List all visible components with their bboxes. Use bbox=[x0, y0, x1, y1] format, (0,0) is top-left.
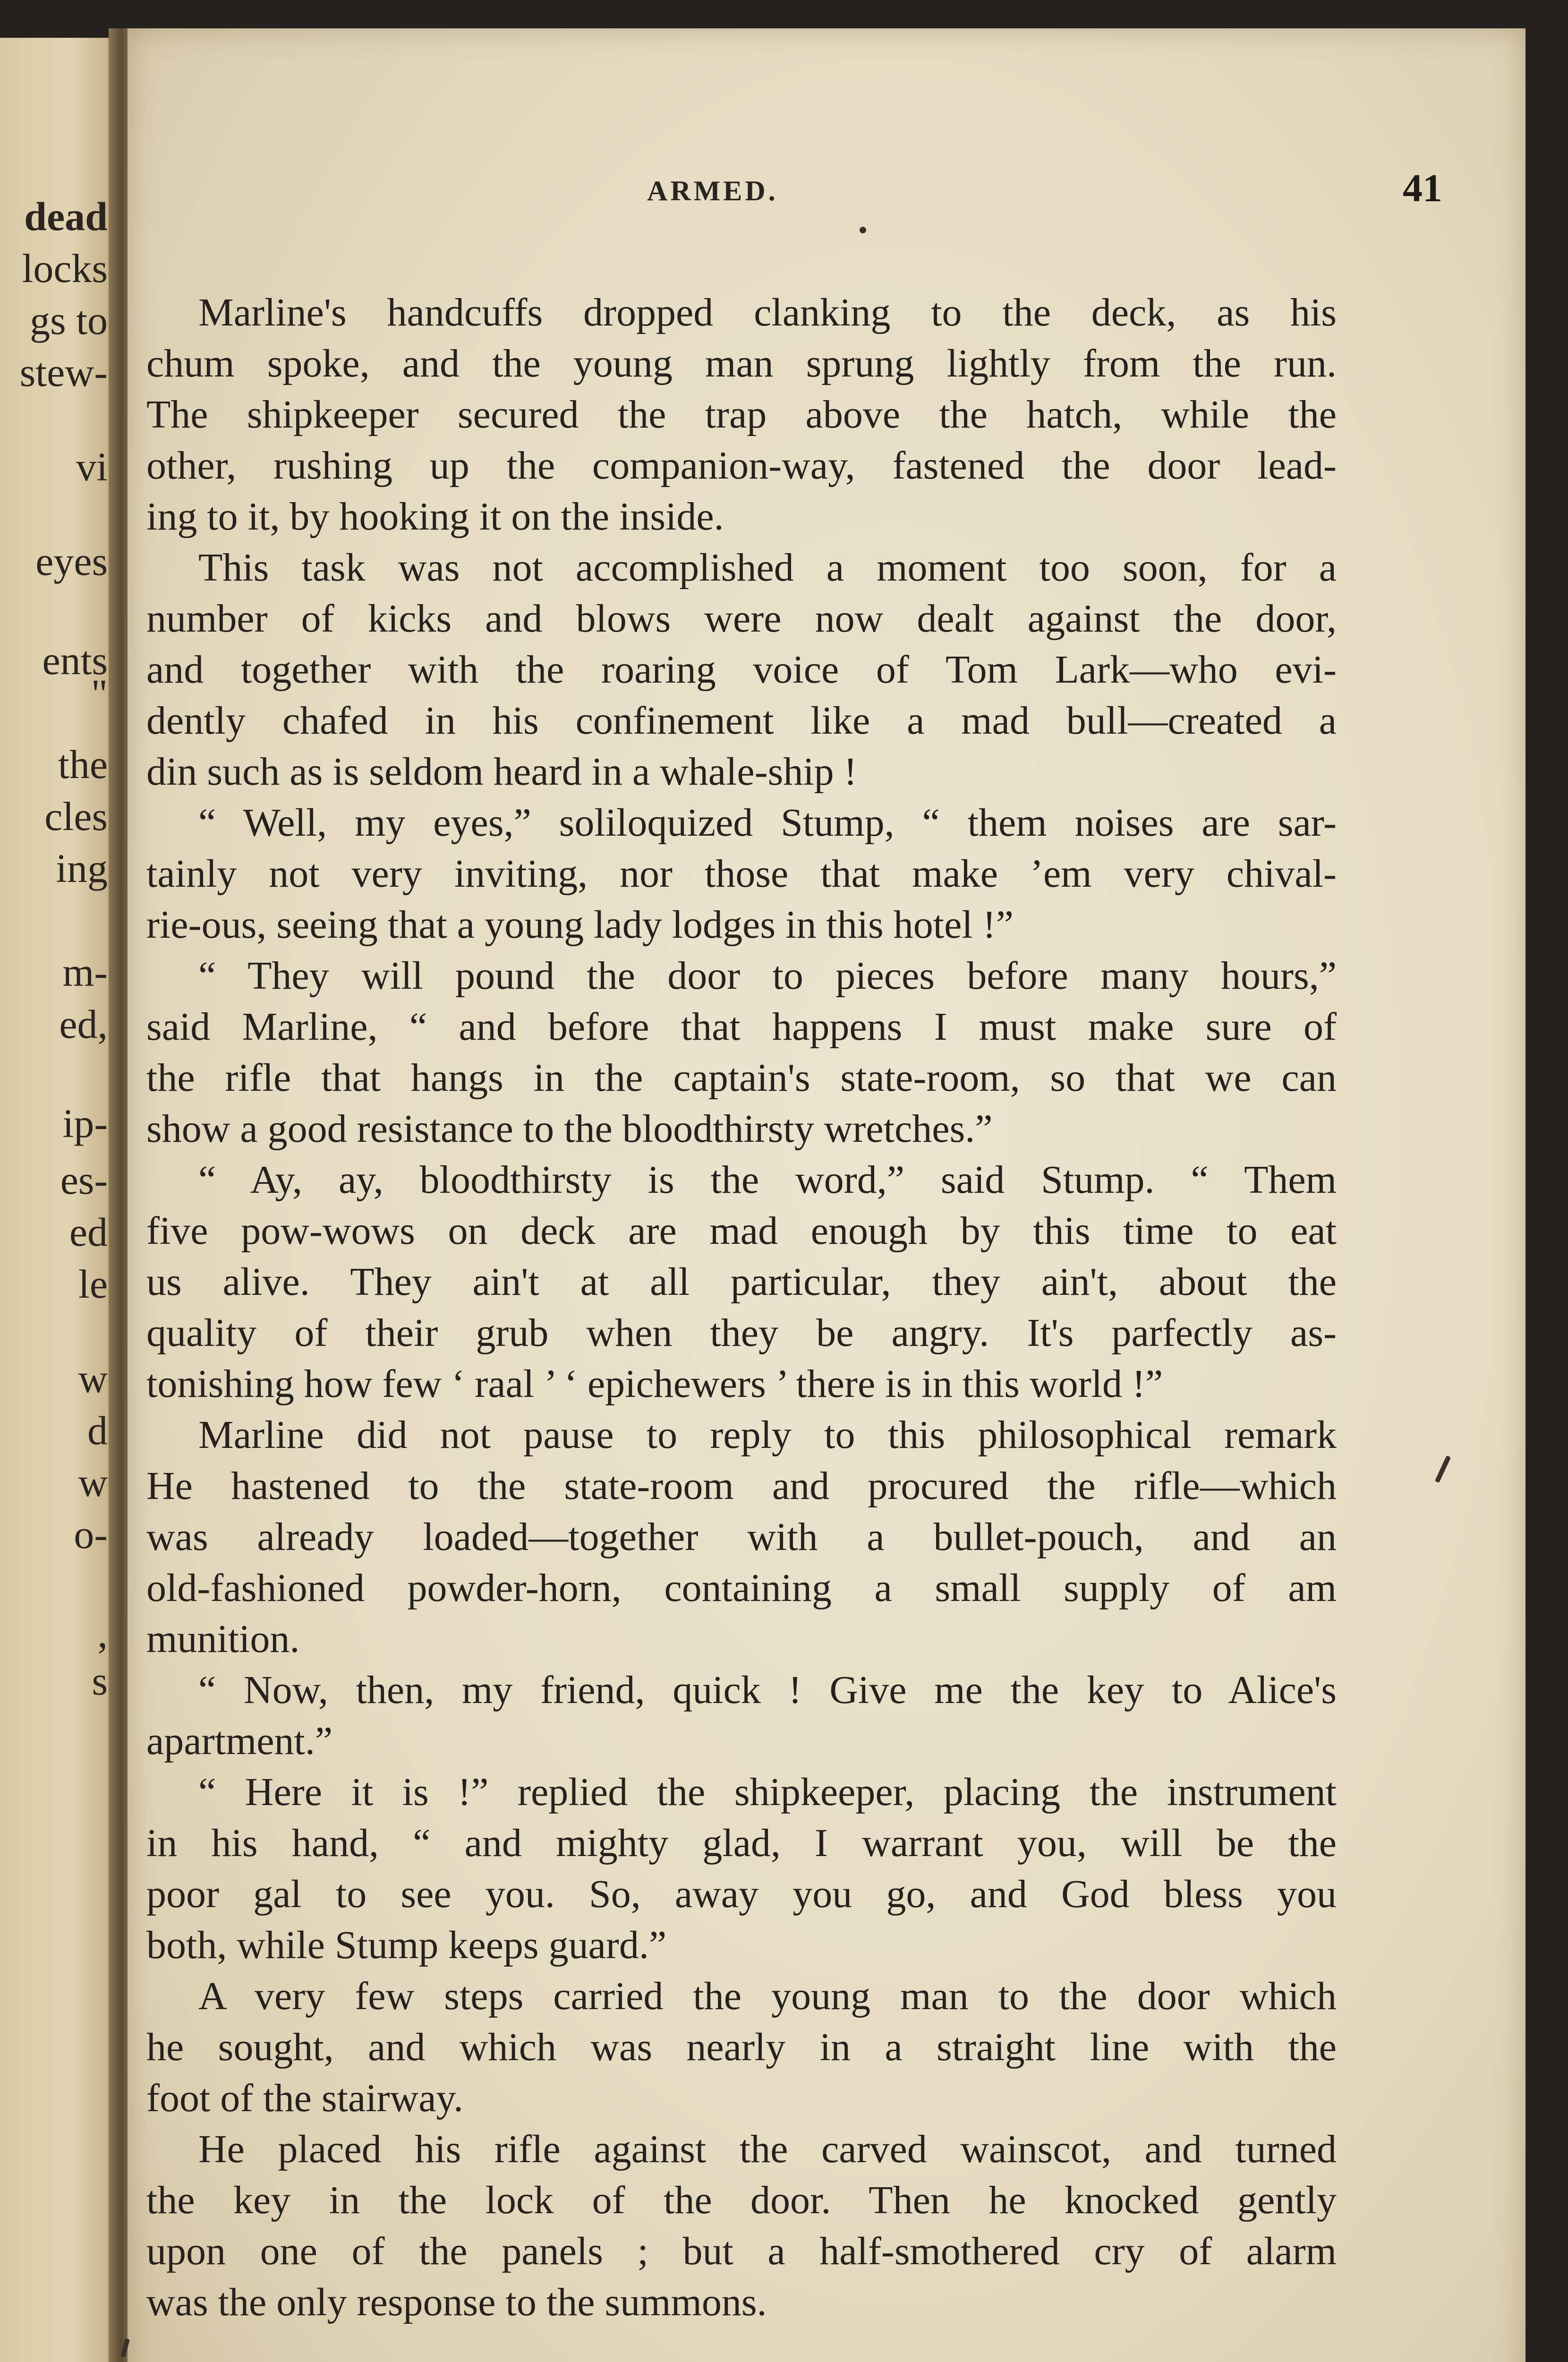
text-line: He placed his rifle against the carved wainscot, and turned bbox=[198, 2127, 1337, 2171]
text-line: tainly not very inviting, nor those that make ’em very chival- bbox=[146, 852, 1337, 896]
left-page-fragment: ents bbox=[42, 638, 108, 683]
left-page-fragment: locks bbox=[22, 246, 108, 291]
text-line: was already loaded—together with a bullet-pouch, and an bbox=[146, 1515, 1337, 1559]
text-line: tonishing how few ‘ raal ’ ‘ epichewers ’ there is in this world !” bbox=[146, 1362, 1163, 1406]
left-page-fragment: eyes bbox=[35, 539, 108, 584]
text-line: apartment.” bbox=[146, 1719, 333, 1763]
text-line: show a good resistance to the bloodthirsty wretches.” bbox=[146, 1107, 993, 1151]
text-line: in his hand, “ and mighty glad, I warrant you, will be the bbox=[146, 1821, 1337, 1865]
ink-speck bbox=[860, 227, 866, 233]
text-line: This task was not accomplished a moment too soon, for a bbox=[198, 546, 1337, 590]
text-line: he sought, and which was nearly in a straight line with the bbox=[146, 2025, 1337, 2069]
text-line: “ Ay, ay, bloodthirsty is the word,” said Stump. “ Them bbox=[198, 1158, 1337, 1202]
text-line: old-fashioned powder-horn, containing a small supply of am bbox=[146, 1566, 1337, 1610]
left-page-fragment: ip- bbox=[62, 1101, 108, 1146]
text-line: the rifle that hangs in the captain's state-room, so that we can bbox=[146, 1056, 1337, 1100]
text-line: both, while Stump keeps guard.” bbox=[146, 1923, 667, 1967]
text-line: Marline's handcuffs dropped clanking to the deck, as his bbox=[198, 291, 1337, 334]
text-line: dently chafed in his confinement like a mad bull—created a bbox=[146, 699, 1337, 743]
text-line: five pow-wows on deck are mad enough by this time to eat bbox=[146, 1209, 1337, 1253]
text-line: the key in the lock of the door. Then he knocked gently bbox=[146, 2178, 1337, 2222]
left-page-fragment: es- bbox=[60, 1157, 108, 1203]
text-line: munition. bbox=[146, 1617, 300, 1661]
text-line: “ They will pound the door to pieces before many hours,” bbox=[198, 954, 1337, 998]
text-line: He hastened to the state-room and procured the rifle—which bbox=[146, 1464, 1337, 1508]
text-line: said Marline, “ and before that happens I must make sure of bbox=[146, 1005, 1337, 1049]
left-page-fragment: s bbox=[92, 1658, 108, 1703]
text-line: chum spoke, and the young man sprung lightly from the run. bbox=[146, 342, 1337, 385]
left-page-fragment: ed bbox=[69, 1209, 108, 1255]
text-line: A very few steps carried the young man to the door which bbox=[198, 1974, 1337, 2018]
left-page-fragment: , bbox=[97, 1611, 108, 1656]
text-line: rie-ous, seeing that a young lady lodges in this hotel !” bbox=[146, 903, 1014, 947]
left-page-fragment: stew- bbox=[19, 350, 108, 395]
left-facing-page bbox=[0, 38, 118, 2362]
text-line: din such as is seldom heard in a whale-ship ! bbox=[146, 750, 857, 794]
text-line: foot of the stairway. bbox=[146, 2076, 464, 2120]
left-page-fragment: ed, bbox=[59, 1001, 108, 1047]
left-page-fragment: w bbox=[78, 1356, 108, 1401]
text-line: other, rushing up the companion-way, fastened the door lead- bbox=[146, 444, 1337, 488]
left-page-fragment: gs to bbox=[30, 298, 108, 343]
left-page-fragment: ing bbox=[56, 846, 108, 891]
text-line: quality of their grub when they be angry. It's parfectly as- bbox=[146, 1311, 1337, 1355]
text-line: “ Well, my eyes,” soliloquized Stump, “ them noises are sar- bbox=[198, 801, 1337, 845]
text-line: poor gal to see you. So, away you go, and God bless you bbox=[146, 1872, 1337, 1916]
body-text bbox=[146, 287, 1337, 2328]
text-line: Marline did not pause to reply to this philosophical remark bbox=[198, 1413, 1337, 1457]
left-page-fragment: cles bbox=[44, 794, 108, 839]
text-line: The shipkeeper secured the trap above the hatch, while the bbox=[146, 393, 1337, 436]
left-page-fragment: w bbox=[78, 1460, 108, 1505]
left-page-fragment: vi bbox=[76, 444, 108, 489]
text-line: number of kicks and blows were now dealt against the door, bbox=[146, 597, 1337, 641]
left-page-fragment: " bbox=[91, 671, 108, 716]
text-line: “ Here it is !” replied the shipkeeper, placing the instrument bbox=[198, 1770, 1337, 1814]
left-page-fragment: o- bbox=[74, 1512, 108, 1557]
text-line: us alive. They ain't at all particular, they ain't, about the bbox=[146, 1260, 1337, 1304]
book-page bbox=[128, 28, 1525, 2362]
text-line: “ Now, then, my friend, quick ! Give me the key to Alice's bbox=[198, 1668, 1337, 1712]
left-page-fragment: the bbox=[58, 742, 108, 787]
page-number: 41 bbox=[1403, 166, 1442, 210]
left-page-fragment: d bbox=[87, 1408, 108, 1453]
left-page-fragment: le bbox=[78, 1261, 108, 1307]
text-line: was the only response to the summons. bbox=[146, 2280, 767, 2324]
running-title: ARMED. bbox=[647, 175, 778, 206]
left-page-fragment: dead bbox=[24, 194, 108, 239]
text-line: upon one of the panels ; but a half-smothered cry of alarm bbox=[146, 2229, 1337, 2273]
text-line: ing to it, by hooking it on the inside. bbox=[146, 495, 724, 539]
left-page-fragment: m- bbox=[62, 950, 108, 995]
ink-speck bbox=[1435, 1455, 1451, 1483]
text-line: and together with the roaring voice of Tom Lark—who evi- bbox=[146, 648, 1337, 692]
